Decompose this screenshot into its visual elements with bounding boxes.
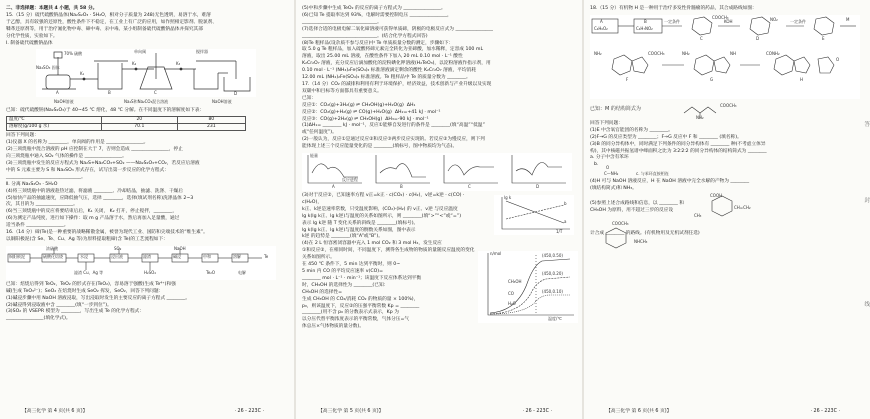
lgk-plot (494, 195, 574, 235)
apparatus-caption-row (6, 99, 266, 108)
q18-question-line: (3)B 的同分异构体中，同时满足下列条件的同分异构体有 ________ 种(不考虑立体异 (590, 141, 766, 147)
start-vinyl: CH=CH₂ (734, 205, 751, 211)
q16-cont-line: 0.10 mol · L⁻¹ (NH₄)₂Fe(SO₄)₂ 标准溶液滴定剩余的酸性 K₂Cr₂O₇ 溶液，平均消耗 (302, 68, 476, 74)
scheme-h: H (800, 76, 804, 82)
table-cell: 温度/℃ (7, 117, 102, 124)
q17-line: 反应①：CO₂(g)+3H₂(g) ⇌ CH₃OH(g)+H₂O(g) ΔH₁ (302, 102, 416, 108)
scheme-c: C (700, 35, 703, 41)
q17-mid-line: lg k(lg k正、lg k逆)与温度的关系如图所示，则 ________(填“>”“<”或“=”) (302, 213, 462, 219)
flow-te2o: Te₂O (206, 269, 215, 275)
q17-mid-line: lg k(lg k正、lg k逆)与温度的倒数关系如图，图中表示 (302, 227, 416, 233)
flow-reagent-so2: SO₂ (114, 245, 122, 251)
fig-label-k2: K₂ (132, 61, 137, 67)
flow-step-water: 水浸 (80, 253, 88, 259)
table-cell: 70.1 (102, 124, 178, 131)
q18-question-line: (2)F→G 的反应类型为 ________；F→G 反应中 F 和 ________ (填名称)。 (590, 134, 742, 140)
q15-question-line: 次，其目的为 ________________。 (6, 202, 78, 208)
q17-mid-line: ________ mol · L⁻¹ · min⁻¹；该温度下反应体系达到平衡 (302, 275, 422, 281)
q17-mid-line: 体总压×气体物质的量分数)。 (302, 324, 365, 330)
q18-question-line: (4)H 可与 NaOH 溶液反应，H 在 NaOH 溶液中完全水解的产物为 ________ (590, 179, 750, 185)
q15-question-line: 适当条件 ________________。 (6, 223, 69, 229)
flow-reagent-naoh: NaOH (174, 245, 186, 251)
q17-mid-line: (4)在 2 L 恒容密闭容器中充入 1 mol CO₂ 和 3 mol H₂，发生反应 (302, 241, 442, 247)
q17-line: 17.（14 分）CO₂ 的减排和利用有利于环境保护，经济效益，技术创新与产业升级以及实现 (302, 81, 492, 87)
process-flow-diagram (6, 246, 276, 280)
scheme-cooch3b: COOCH₃ (648, 50, 665, 56)
fig-caption-naoh: NaOH溶液 (54, 99, 74, 105)
m-cooch3: COOCH₃ (720, 102, 737, 108)
amount-xlabel: 温度/℃ (548, 316, 562, 322)
lgk-line-a: a (564, 219, 567, 225)
scheme-b: B (644, 18, 647, 24)
flow-start: 铜阳极泥 (9, 253, 25, 259)
q16-line: 以铜阳极泥(含 Se、Te、Cu、Ag 等)为原料提取粗碲(含 Te)的工艺流程如下： (6, 236, 168, 242)
q15-question-line: 回答下列问题： (6, 133, 39, 139)
q17-mid-line: (3)对于反应②，已知速率方程 v正=k正 · c(CO₂) · c(H₂)，v逆=k逆 · c(CO) · c(H₂O)， (302, 193, 466, 205)
flow-step-neutral: 中和 (203, 253, 211, 259)
q15-known: 已知：硫代硫酸钠(Na₂S₂O₃)于 40~45 ℃ 熔化，48 ℃ 分解。在不同温度下的溶解度如下表： (6, 108, 205, 114)
scheme-m: M (846, 16, 850, 22)
energy-diagrams (302, 153, 572, 191)
q18-question-line: b. (594, 162, 599, 168)
q17-mid-line: 时，CH₃OH 的选择性为 ________(已知： (302, 282, 389, 288)
q15-line: 15.（15 分）硫代硫酸钠晶体(Na₂S₂O₃ · 5H₂O，相对分子质量为 248)无色透明，易溶于水，难溶 (6, 12, 211, 18)
q17-mid-line: k正、k逆是速率常数，只受温度影响，(CO₂)·(H₂) 的 v正、v逆 与反应温度 (302, 206, 458, 212)
flow-electrolysis: 电解 (238, 269, 246, 275)
amide-structure (590, 165, 864, 179)
amount-point-2: (450,0.20) (542, 271, 563, 277)
amount-series-h2o: H₂O (508, 301, 516, 307)
q17-mid-line: ①和反应②，在相同时间，不同温度下，测得各生成物的物质的量随反应温度的变化 (302, 248, 475, 254)
flow-step-alkali: 碱浸 (173, 253, 181, 259)
flow-reagent-h2so4: 浓硫酸 (46, 245, 58, 251)
energy-label-a: A (332, 184, 335, 190)
amount-ylabel: n/mol (490, 251, 502, 257)
table-row (7, 124, 246, 131)
q16-question-line: ________________(填化学式)。 (6, 316, 71, 322)
q15-line: 鞣革还原剂等，用于治疗氰化物中毒、砷中毒、汞中毒。某小组制备硫代硫酸钠晶体并探究其部 (6, 26, 203, 32)
q15-question-line: ________________________________。 (6, 174, 86, 180)
page-footer (584, 408, 870, 416)
q17-mid-line: ________(用不含 p₀ 的分数表示式表示，Kp 为 (302, 310, 399, 316)
exam-page-4 (0, 0, 294, 419)
fig-caption-naoh2: NaOH溶液 (212, 99, 232, 105)
q17-line: 能体现上述三个反应能量变化的是 ________(填标号，图中物质均为气态)。 (302, 144, 458, 150)
scheme-g: G (710, 76, 714, 82)
q17-mid-line: 在 450 ℃ 条件下，5 min 达到平衡时，则 0~ (302, 262, 401, 268)
fig-label-valve: 单向阀 (134, 49, 146, 55)
q18-part5-row (590, 193, 864, 221)
scheme-e: E (822, 35, 825, 41)
exam-page-5 (296, 0, 582, 419)
fig-label-a: A (56, 90, 59, 96)
q16-questions (6, 282, 288, 323)
q17-body (302, 193, 576, 331)
scheme-a: A (600, 18, 603, 24)
section-header: 二、非选择题：本题共 4 小题，共 58 分。 (6, 6, 98, 11)
fig-label-stirrer: 搅拌器 (196, 49, 208, 55)
energy-label-d: D (536, 184, 540, 190)
q17-line: 双碳中和目标等方面都具有重要意义。 (302, 88, 382, 94)
footer-code: · 26 - 223C · (234, 409, 264, 414)
scheme-o: O (836, 56, 840, 62)
q15-question-line: 中的 S 元素主要为 S 和 Na₂SO₃ 形式存在，试写出第一步反应的化学方程式： (6, 167, 169, 173)
energy-ylabel: 能量 (310, 153, 318, 159)
page-footer (0, 408, 294, 416)
lgk-line-b: b (564, 201, 567, 207)
q15-line: 分化学性质，实验如下。 (6, 33, 58, 39)
q15-questions (6, 133, 288, 230)
table-cell: 80 (177, 117, 245, 124)
amide-condition: c. 与苯环直接相连 (636, 171, 669, 177)
amide-o: O (606, 165, 610, 171)
scheme-conh2: CONH₂ (766, 50, 780, 56)
q15-question-line: (3)三颈烧瓶中发生的反应方程式为 Na₂S+Na₂CO₃+SO₂ ——Na₂S₂O₃+CO₂，若反应后溶液 (6, 160, 200, 166)
q18-questions (590, 121, 864, 251)
page-footer (296, 408, 582, 416)
fig-label-acid: 70% 硫酸 (64, 51, 83, 57)
fig-label-na2so3: Na₂SO₃ 固体 (36, 65, 60, 71)
scheme-no2: NO₂ (770, 16, 778, 22)
q17-mid-line: 5 min 内 CO 的平均反应速率 v(CO)= (302, 269, 384, 274)
q18-question-line: 构)，其中核磁共振氢谱中峰面积之比为 3∶2∶2∶2 的同分异构体的结构简式为 ________ (590, 148, 767, 154)
q18-question-line: 计合成 ________ 的路线。(有机物用及无机试剂任选) (590, 231, 700, 237)
q17-line: 或“任何温度”)。 (302, 130, 337, 136)
scheme-nh2: NH₂ (594, 50, 602, 56)
binding-mark: 线 (864, 302, 870, 308)
q15-subtitle: Ⅰ. 制备硫代硫酸钠晶体 (6, 40, 53, 46)
known-m-label: 已知：M 的结构简式为 (590, 105, 641, 112)
q15-question-line: Ⅱ. 分离 Na₂S₂O₃ · 5H₂O (6, 181, 58, 187)
q16-line: 16.（14 分）碲(Te)是一种重要的战略稀散金属，被誉为现代工业、国防和尖端技术的“维生素”。 (6, 230, 208, 236)
q17-intro (302, 82, 576, 151)
footer-page-label: 【高三化学 第 6 页(共 6 页)】 (606, 409, 672, 414)
footer-code: · 26 - 223C · (810, 409, 840, 414)
exam-page-6 (584, 0, 870, 419)
q17-line: 反应③：CO(g)+2H₂(g) ⇌ CH₃OH(g) ΔH₃=-90 kJ · mol⁻¹ (302, 116, 429, 122)
q15-intro (6, 13, 288, 41)
q16-cont-line: ________________________________。 (302, 19, 382, 25)
synthesis-scheme (590, 15, 860, 99)
q16-cont-line: (7)选择合适的电极电解二氧化碲溶液可获得单质碲，阴极的电极反应式为 ________________ (302, 26, 493, 32)
table-row (7, 117, 246, 124)
footer-code: · 26 - 223C · (522, 409, 552, 414)
fig-caption-mixed: Na₂S和Na₂CO₃混合溶液 (124, 99, 169, 105)
flow-step-roast: 硫酸化焙烧 (43, 253, 63, 259)
scheme-cond3: 一定条件 (790, 18, 806, 24)
q17-mid-line: p₀，则该温度下，反应②的压强平衡常数 Kp = ________ (302, 303, 420, 309)
fig-label-k3: K₃ (176, 61, 181, 67)
m-nh2: NH₂ (696, 114, 704, 120)
start-ch3: CH₃ (694, 213, 702, 219)
q16-question-line: 已知：焙烧后得到 TeO₂，TeO₂ 的形式存在(TeO₂)，容易溶于强酸(生成 Te⁴⁺)和强 (6, 281, 176, 287)
q16-continued (302, 6, 576, 82)
fig-label-k1: K₁ (80, 71, 85, 77)
lgk-ylabel: lg k (504, 195, 512, 201)
q17-line: 已知： (302, 95, 317, 101)
q15-question-line: 向三颈烧瓶中通入 SO₂ 气体的操作是 ________________。 (6, 154, 127, 160)
q16-question-line: 碱(生成 TeO₃²⁻)；SeO₂ 在焙烧时生成 SeO₂ 挥发，SeO₂，回答下列问题： (6, 288, 164, 294)
scheme-b-formula: C₄H₇NO₂ (636, 25, 653, 31)
q16-cont-line: (5)中和步骤中生成 TeO₂ 的反应的离子方程式为 ________________。 (302, 6, 446, 11)
q16-question-line: (1)碱浸步骤中用 NaOH 溶液浸取，写出浸取时发生的主要反应的离子方程式 ________。 (6, 295, 191, 301)
m-structure-row (590, 101, 864, 121)
scheme-a-formula: C₄H₆O₂ (594, 25, 608, 31)
q18-question-line: a. 分子中含有苯环 (590, 155, 629, 161)
lgk-xlabel: 1/T (556, 229, 563, 235)
q16-cont-line: (6)已知 Te 提取率达到 93%，电解时需要控制电压 ________________， (302, 12, 452, 18)
footer-page-label: 【高三化学 第 4 页(共 6 页)】 (22, 409, 88, 414)
energy-xlabel: 反应进程 (342, 177, 358, 183)
flow-end: Te (264, 253, 269, 259)
amount-series-co: CO (508, 291, 514, 297)
q15-question-line: (6)当三颈烧瓶中的反应将要结束后后，K₁ 关闭， K₂ 打开，停止搅拌，________， (6, 209, 178, 215)
q17-line: 反应②：CO₂(g)+H₂(g) ⇌ CO(g)+H₂O(g) ΔH₂=+41 kJ · mol⁻¹ (302, 109, 441, 115)
q17-line: (1)ΔH₁= ________ kJ · mol⁻¹，反应①能够自发进行的条件是 ________(填“高温”“低温” (302, 123, 485, 129)
q18-head: 18.（15 分）有机物 H 是一种用于治疗多发性骨髓瘤的药品，其合成路线如图： (590, 6, 757, 11)
amount-series-ch3oh: CH₃OH (508, 279, 522, 285)
q15-question-line: (1)仪器 X 的名称为 ________，单向阀的作用是 ________________。 (6, 140, 149, 146)
target-product-row (590, 221, 864, 251)
scheme-cooch3: COOCH₃ (712, 14, 729, 20)
scheme-nh2b: NH₂ (682, 50, 690, 56)
q16-cont-line: ________________________________。(结合化学方程式回答) (302, 33, 428, 39)
solubility-table (6, 116, 246, 131)
q15-question-line: (5)加快产品的抽滤速度，应降低抽气压，选择 ________，选择(填试剂名称)洗涤晶体 2~3 (6, 195, 194, 201)
q17-text-column (302, 193, 480, 331)
q15-question-line: (6)为测定产品纯度，进行如下操作：取 m g 产品溶于水，然后再加入足量酸，通过 (6, 216, 180, 222)
amount-plot (478, 251, 578, 323)
fig-label-d: D (234, 91, 238, 97)
table-cell: 20 (102, 117, 178, 124)
q16-cont-line: K₂Cr₂O₇ 溶液，充分反应后滴加酸化的淀粉碘化钾溶液(H₂TeO₃)，以淀粉溶液作指示剂，用 (302, 61, 491, 67)
q16-cont-line: 12.00 mL (NH₄)₂Fe(SO₄)₂ 标准溶液。Te 粗样品中 Te 的质量分数为 ________。 (302, 75, 471, 81)
q16-question-line: (3)SO₂ 的 VSEPR 模型为 ________，写出生成 Te 的化学方程式： (6, 309, 145, 315)
flow-reagent-h2so4-2: H₂SO₄ (144, 269, 156, 275)
q16-cont-line: 溶液，取出 25.00 mL 溶液，在酸性条件下加入 20 mL 0.10 mol · L⁻¹ 酸性 (302, 54, 463, 60)
energy-label-b: B (400, 184, 403, 190)
q17-mid-line: 表示 lg k逆 随 T 变化关系的斜线是 ________(填标号)。 (302, 220, 419, 226)
scheme-cond1: 一定条件 (664, 18, 680, 24)
amount-point-3: (450,0.10) (542, 289, 563, 295)
q16-cont-line: 取 5.0 g Te 粗样品，加入硫酸将碲元素完全转化为亚碲酸，加水稀释，定容成 100 mL (302, 47, 484, 53)
target-cooch3: COOCH₃ (612, 221, 629, 227)
q15-question-line: (4)将三颈烧瓶中的溶液趁热过滤，将滤液 ________、冷却结晶，抽滤、洗涤、干燥后 (6, 188, 183, 194)
binding-mark: 封 (864, 198, 870, 204)
q18-question-line: (填结构简式)和 NH₃。 (590, 186, 637, 192)
scheme-d: D (756, 35, 760, 41)
q17-mid-line: 关系如图所示。 (302, 255, 335, 261)
q17-mid-line: 生成 CH₃OH 的 CO₂/消耗 CO₂ 的物质的量 × 100%)， (302, 296, 419, 302)
target-nhch3: NHCH₃ (634, 239, 648, 245)
q17-mid-line: CH₃OH 的选择性= (302, 289, 343, 295)
scheme-f: F (626, 76, 629, 82)
target-product-drawing (600, 225, 634, 253)
q16-question-line: (2)碱浸得到浸取液中含 ________(填“一步到位”)。 (6, 302, 112, 308)
fig-label-c: C (154, 90, 157, 96)
q15-line: 于乙醇，具有较强的还原性，酸性条件下不稳定，在工业上有广泛的应用，如作照相定影剂、脱氯剂、 (6, 19, 217, 25)
q18-question-line: 回答下列问题： (590, 120, 623, 126)
q17-line: (2)一般认为，反应①是通过反应②和反应③两步反应实现的。若反应②为慢反应，则下列 (302, 137, 485, 143)
q16-cont-line: (8)Te 粗样品(设杂质不参与反应)中 Te 单质质量分数的测定，步骤如下： (302, 40, 454, 46)
amide-group: C—NH₂ (604, 171, 619, 177)
start-cooh: COOH (710, 193, 723, 199)
energy-label-c: C (468, 184, 471, 190)
flow-step-residue: 滤渣 (143, 253, 151, 259)
scheme-cond2: KOH (724, 18, 733, 24)
flow-residue-cuag: 滤渣 Cu、Ag 等 (74, 269, 104, 275)
footer-page-label: 【高三化学 第 5 页(共 6 页)】 (318, 409, 384, 414)
q18-question-line: (5)参照上述合成路线和信息，以 ________ 和 CH₃OH 为原料，用不超过三步的反应设 (590, 201, 686, 213)
fig-label-b: B (108, 90, 111, 96)
flow-step-dissolve: 溶解 (233, 253, 241, 259)
flow-step-leach: 浸出液 (111, 253, 123, 259)
amount-point-1: (450,0.50) (542, 253, 563, 259)
binding-mark: 答 (864, 122, 870, 128)
q18-question-line: (1)E 中含氧官能团的名称为 ________。 (590, 127, 673, 133)
q17-mid-line: 以分压代替平衡浓度表示的平衡常数，气体分压=气 (302, 317, 410, 323)
q15-question-line: (2)三颈烧瓶中混合溶液的 pH 应控制在大于 7，否则会造成 ________________，停止 (6, 147, 183, 153)
table-cell: 溶解度(g/100 g 水) (7, 124, 102, 131)
scheme-nh: NH (730, 50, 736, 56)
q17-mid-line: k逆 的趋势是 ________(填“A”或“B”)。 (302, 234, 383, 240)
table-cell: 231 (177, 124, 245, 131)
apparatus-figure (36, 49, 256, 97)
